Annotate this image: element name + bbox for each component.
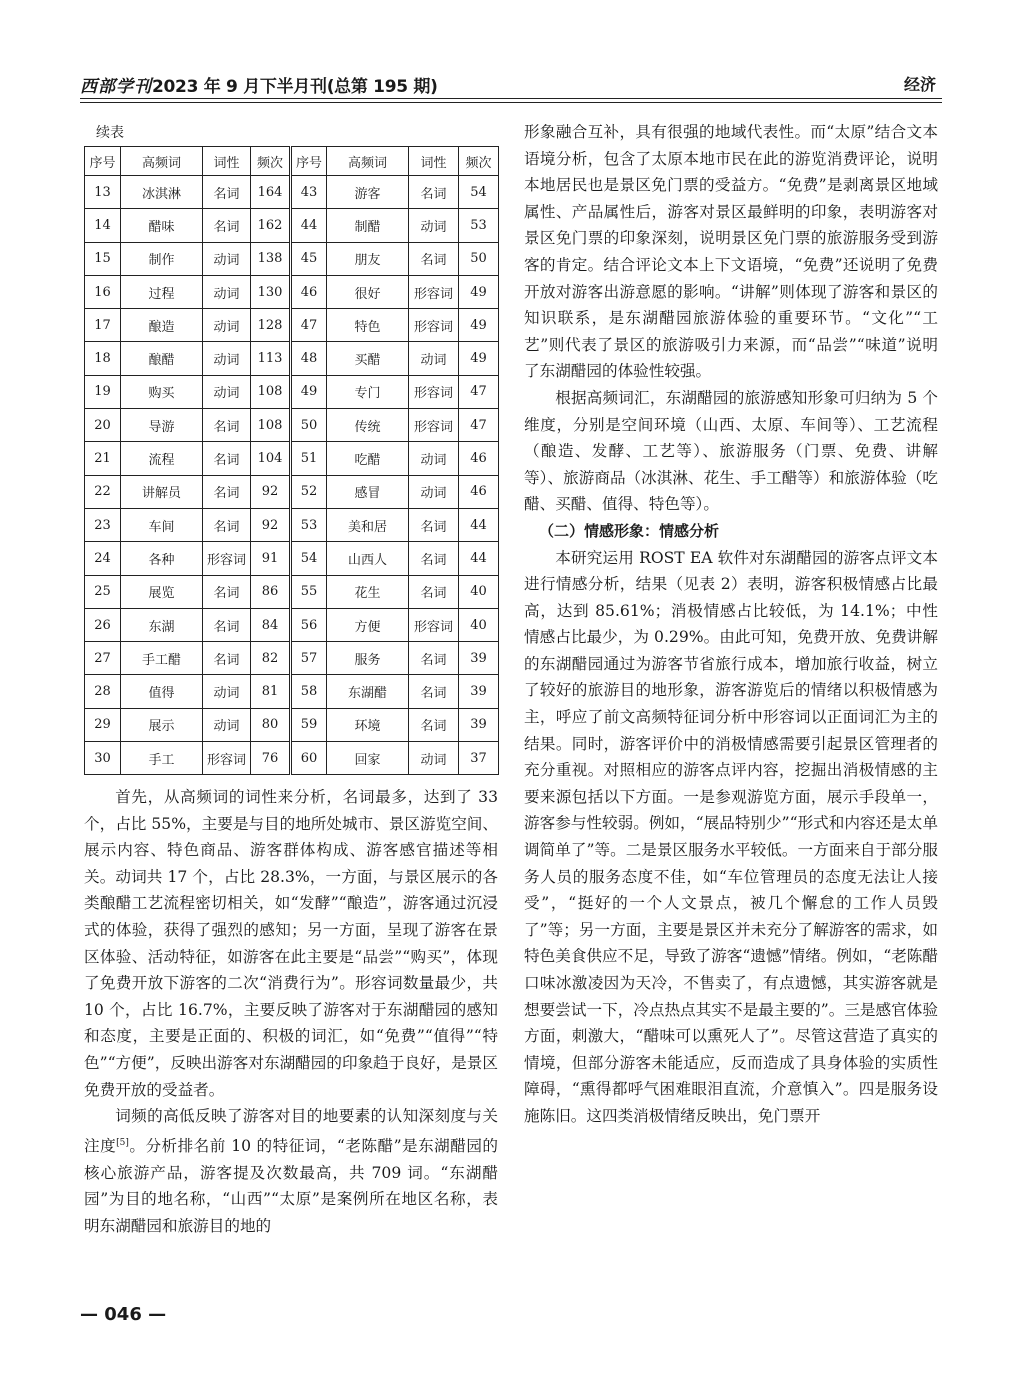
table-cell: 19 [85,375,121,408]
table-cell: 展览 [121,575,203,608]
table-cell: 名词 [409,176,459,209]
table-cell: 104 [251,442,291,475]
table-cell: 138 [251,242,291,275]
table-cell: 76 [251,742,291,775]
table-cell: 37 [459,742,499,775]
table-cell: 22 [85,475,121,508]
table-cell: 名词 [409,508,459,541]
table-cell: 美和居 [327,508,409,541]
table-row [85,209,499,242]
table-cell: 手工 [121,742,203,775]
table-cell: 58 [291,675,327,708]
table-row [85,342,499,375]
table-cell: 53 [459,209,499,242]
journal-title [80,72,438,97]
header-rule [80,98,942,99]
table-cell: 形容词 [409,275,459,308]
table-cell: 21 [85,442,121,475]
paragraph: 本研究运用 ROST EA 软件对东湖醋园的游客点评文本进行情感分析，结果（见表 2）表明，游客积极情感占比最高，达到 85.61%；消极情感占比较低，为 14.1%；中性情感占比最少，为 0.29%。由此可知，免费开放、免费讲解的东湖醋园通过为游客节省旅行成本，增加旅行收益，树立了较好的旅游目的地形象，游客游览后的情绪以积极情感为主，呼应了前文高频特征词分析中形容词以正面词汇为主的结果。同时，游客评价中的消极情感需要引起景区管理者的充分重视。对照相应的游客点评内容，挖掘出消极情感的主要来源包括以下方面。一是参观游览方面，展示手段单一，游客参与性较弱。例如，“展品特别少”“形式和内容还是太单调简单了”等。二是景区服务水平较低。一方面来自于部分服务人员的服务态度不佳，如“车位管理员的态度无法让人接受”，“挺好的一个人文景点，被几个懈怠的工作人员毁了”等；另一方面，主要是景区并未充分了解游客的需求，如特色美食供应不足，导致了游客“遗憾”情绪。例如，“老陈醋口味冰激凌因为天冷，不售卖了，有点遗憾，其实游客就是想要尝试一下，冷点热点其实不是最主要的”。三是感官体验方面，刺激大，“醋味可以熏死人了”。尽管这营造了真实的情境，但部分游客未能适应，反而造成了具身体验的实质性障碍，“熏得都呼气困难眼泪直流，介意慎入”。四是服务设施陈旧。这四类消极情绪反映出，免门票开 [524,548,938,1125]
table-cell: 128 [251,309,291,342]
table-cell: 山西人 [327,542,409,575]
table-cell: 动词 [409,475,459,508]
table-cell: 动词 [203,675,251,708]
table-cell: 92 [251,475,291,508]
table-cell: 动词 [203,275,251,308]
table-cell: 形容词 [203,742,251,775]
table-cell: 108 [251,409,291,442]
table-cell: 名词 [203,409,251,442]
table-cell: 44 [459,542,499,575]
paragraph: 根据高频词汇，东湖醋园的旅游感知形象可归纳为 5 个维度，分别是空间环境（山西、太原、车间等）、工艺流程（酿造、发酵、工艺等）、旅游服务（门票、免费、讲解等）、旅游商品（冰淇淋、花生、手工醋等）和旅游体验（吃醋、买醋、值得、特色等）。 [524,388,938,514]
table-cell: 20 [85,409,121,442]
table-cell: 84 [251,608,291,641]
table-cell: 形容词 [203,542,251,575]
table-cell: 57 [291,642,327,675]
table-row [85,475,499,508]
table-cell: 46 [459,442,499,475]
table-cell: 名词 [409,542,459,575]
header-cell: 序号 [85,147,121,176]
table-cell: 47 [459,375,499,408]
table-cell: 59 [291,708,327,741]
table-cell: 吃醋 [327,442,409,475]
table-cell: 东湖醋 [327,675,409,708]
table-cell: 方便 [327,608,409,641]
table-cell: 56 [291,608,327,641]
table-row [85,542,499,575]
table-cell: 形容词 [409,409,459,442]
paragraph: 形象融合互补，具有很强的地域代表性。而“太原”结合文本语境分析，包含了太原本地市民在此的游览消费评论，说明本地居民也是景区免门票的受益方。“免费”是剥离景区地域属性、产品属性后，游客对景区最鲜明的印象，表明游客对景区免门票的印象深刻，说明景区免门票的旅游服务受到游客的肯定。结合评论文本上下文语境，“免费”还说明了免费开放对游客出游意愿的影响。“讲解”则体现了游客和景区的知识联系，是东湖醋园旅游体验的重要环节。“文化”“工艺”则代表了景区的旅游吸引力来源，而“品尝”“味道”说明了东湖醋园的体验性较强。 [524,123,938,381]
table-cell: 酿造 [121,309,203,342]
table-cell: 48 [291,342,327,375]
table-cell: 名词 [203,475,251,508]
header-cell: 词性 [409,147,459,176]
table-cell: 环境 [327,708,409,741]
table-row [85,176,499,209]
table-cell: 名词 [409,675,459,708]
table-cell: 113 [251,342,291,375]
table-cell: 手工醋 [121,642,203,675]
table-cell: 各种 [121,542,203,575]
table-cell: 动词 [203,708,251,741]
table-cell: 动词 [203,309,251,342]
table-header-row [85,147,499,176]
table-cell: 28 [85,675,121,708]
table-cell: 47 [291,309,327,342]
header-cell: 频次 [251,147,291,176]
table-cell: 特色 [327,309,409,342]
table-cell: 49 [459,309,499,342]
table-cell: 名词 [203,575,251,608]
table-cell: 传统 [327,409,409,442]
table-cell: 49 [459,342,499,375]
table-cell: 制醋 [327,209,409,242]
table-row [85,675,499,708]
table-cell: 23 [85,508,121,541]
paragraph [84,1103,498,1239]
table-cell: 49 [459,275,499,308]
table-cell: 39 [459,675,499,708]
paragraph-part: 词频的高低反映了游客对目的地要素的认知深刻度与关注度 [84,1107,498,1155]
table-cell: 25 [85,575,121,608]
table-cell: 回家 [327,742,409,775]
table-cell: 43 [291,176,327,209]
table-cell: 动词 [409,209,459,242]
table-cell: 55 [291,575,327,608]
table-cell: 92 [251,508,291,541]
table-cell: 39 [459,708,499,741]
table-cell: 游客 [327,176,409,209]
table-cell: 动词 [203,342,251,375]
table-cell: 流程 [121,442,203,475]
table-cell: 动词 [203,242,251,275]
table-row [85,642,499,675]
table-cell: 名词 [409,708,459,741]
table-cell: 动词 [409,742,459,775]
table-row [85,508,499,541]
table-cell: 购买 [121,375,203,408]
table-cell: 形容词 [409,375,459,408]
table-cell: 51 [291,442,327,475]
table-cell: 导游 [121,409,203,442]
table-cell: 15 [85,242,121,275]
table-caption: 续表 [96,125,124,141]
table-cell: 专门 [327,375,409,408]
table-cell: 53 [291,508,327,541]
table-cell: 制作 [121,242,203,275]
table-cell: 过程 [121,275,203,308]
table-cell: 45 [291,242,327,275]
table-cell: 54 [291,542,327,575]
table-cell: 39 [459,642,499,675]
table-row [85,409,499,442]
table-cell: 30 [85,742,121,775]
header-cell: 词性 [203,147,251,176]
table-cell: 形容词 [409,309,459,342]
table-cell: 感冒 [327,475,409,508]
left-column-text [84,784,498,1239]
table-cell: 名词 [409,575,459,608]
table-cell: 名词 [409,642,459,675]
table-cell: 名词 [409,242,459,275]
table-row [85,708,499,741]
section-subheading: （二）情感形象：情感分析 [539,521,720,540]
table-cell: 60 [291,742,327,775]
table-cell: 酿醋 [121,342,203,375]
issue-info: 2023 年 9 月下半月刊(总第 195 期) [152,77,438,97]
table-cell: 40 [459,575,499,608]
table-cell: 动词 [203,375,251,408]
table-cell: 18 [85,342,121,375]
table-cell: 26 [85,608,121,641]
table-cell: 40 [459,608,499,641]
table-cell: 46 [459,475,499,508]
table-cell: 服务 [327,642,409,675]
page-number: — 046 — [80,1304,167,1325]
table-cell: 162 [251,209,291,242]
header-cell: 高频词 [121,147,203,176]
table-cell: 24 [85,542,121,575]
table-cell: 80 [251,708,291,741]
table-cell: 52 [291,475,327,508]
page-header [80,70,942,98]
table-cell: 17 [85,309,121,342]
header-cell: 序号 [291,147,327,176]
section-label: 经济 [903,75,936,94]
table-cell: 50 [459,242,499,275]
table-cell: 81 [251,675,291,708]
table-cell: 16 [85,275,121,308]
table-cell: 86 [251,575,291,608]
table-cell: 13 [85,176,121,209]
table-cell: 讲解员 [121,475,203,508]
header-cell: 频次 [459,147,499,176]
table-cell: 46 [291,275,327,308]
table-cell: 44 [291,209,327,242]
table-cell: 14 [85,209,121,242]
paragraph-part: 。分析排名前 10 的特征词，“老陈醋”是东湖醋园的核心旅游产品，游客提及次数最高，共 709 词。“东湖醋园”为目的地名称，“山西”“太原”是案例所在地区名称，表明东湖醋园和旅游目的地的 [84,1136,498,1235]
journal-logo: 西部学刊 [80,77,152,97]
table-cell: 名词 [203,176,251,209]
table-cell: 朋友 [327,242,409,275]
table-cell: 108 [251,375,291,408]
table-row [85,242,499,275]
table-cell: 买醋 [327,342,409,375]
table-cell: 27 [85,642,121,675]
table-cell: 49 [291,375,327,408]
table-row [85,275,499,308]
table-row [85,608,499,641]
table-cell: 91 [251,542,291,575]
table-cell: 动词 [409,442,459,475]
right-column-text [524,119,938,1130]
table-cell: 名词 [203,508,251,541]
table-cell: 47 [459,409,499,442]
table-cell: 50 [291,409,327,442]
table-cell: 名词 [203,608,251,641]
table-row [85,742,499,775]
header-rule-thin [80,102,942,103]
table-cell: 130 [251,275,291,308]
table-cell: 东湖 [121,608,203,641]
header-cell: 高频词 [327,147,409,176]
table-cell: 形容词 [409,608,459,641]
table-cell: 醋味 [121,209,203,242]
table-cell: 展示 [121,708,203,741]
table-cell: 164 [251,176,291,209]
paragraph: 首先，从高频词的词性来分析，名词最多，达到了 33 个，占比 55%，主要是与目的地所处城市、景区游览空间、展示内容、特色商品、游客群体构成、游客感官描述等相关。动词共 17 个，占比 28.3%，一方面，与景区展示的各类酿醋工艺流程密切相关，如“发酵”“酿造”，游客通过沉浸式的体验，获得了强烈的感知；另一方面，呈现了游客在景区体验、活动特征，如游客在此主要是“品尝”“购买”，体现了免费开放下游客的二次“消费行为”。形容词数量最少，共 10 个，占比 16.7%，主要反映了游客对于东湖醋园的感知和态度，主要是正面的、积极的词汇，如“免费”“值得”“特色”“方便”，反映出游客对东湖醋园的印象趋于良好，是景区免费开放的受益者。 [84,788,498,1099]
table-cell: 动词 [409,342,459,375]
citation-ref: [5] [116,1137,129,1148]
table-body [85,176,499,775]
table-cell: 值得 [121,675,203,708]
table-cell: 44 [459,508,499,541]
table-cell: 29 [85,708,121,741]
table-cell: 54 [459,176,499,209]
table-cell: 82 [251,642,291,675]
table-cell: 花生 [327,575,409,608]
table-row [85,309,499,342]
table-cell: 车间 [121,508,203,541]
table-cell: 名词 [203,642,251,675]
frequency-table [84,146,499,775]
table-cell: 很好 [327,275,409,308]
table-row [85,575,499,608]
table-cell: 名词 [203,209,251,242]
table-row [85,442,499,475]
table-cell: 冰淇淋 [121,176,203,209]
table-row [85,375,499,408]
table-cell: 名词 [203,442,251,475]
